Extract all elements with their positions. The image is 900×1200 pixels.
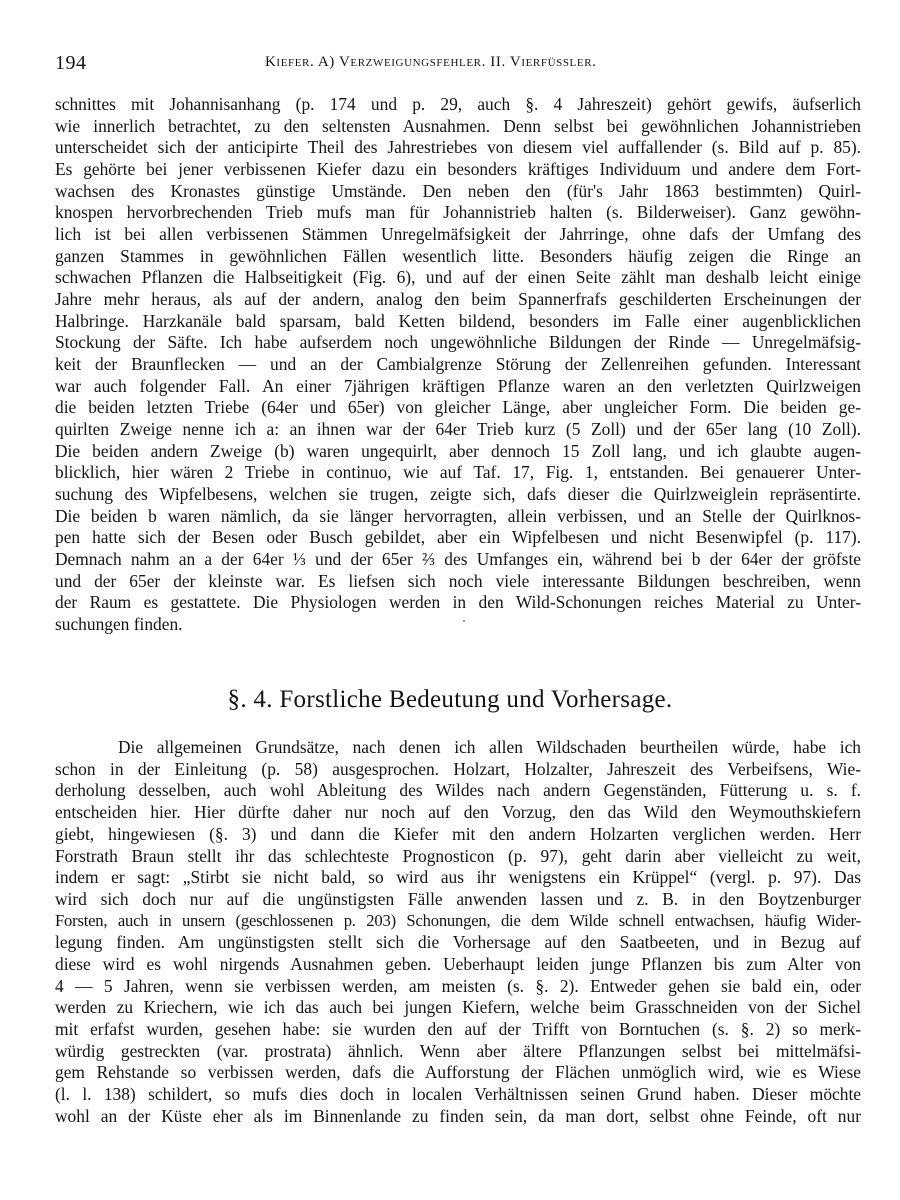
- text-line: suchungen finden.: [55, 614, 183, 634]
- text-line: schnittes mit Johannisanhang (p. 174 und p. 29, auch §. 4 Jahreszeit) gehört gewifs, äufserlich: [55, 94, 861, 114]
- text-line: mit erfafst wurden, gesehen habe: sie wurden den auf der Trifft von Borntuchen (s. §. 2) so merk-: [55, 1019, 861, 1039]
- text-line: keit der Braunflecken — und an der Cambialgrenze Störung der Zellenreihen gefunden. Interessant: [55, 354, 861, 374]
- text-line: war auch folgender Fall. An einer 7jährigen kräftigen Pflanze waren an den verletzten Quirlzweigen: [55, 376, 861, 396]
- text-line: entscheiden hier. Hier dürfte daher nur noch auf den Vorzug, den das Wild den Weymouthskiefern: [55, 802, 861, 822]
- text-line: ganzen Stammes in gewöhnlichen Fällen wesentlich litte. Besonders häufig zeigen die Ringe an: [55, 246, 861, 266]
- text-line: Jahre mehr heraus, als auf der andern, analog den beim Spannerfrafs geschilderten Erscheinungen der: [55, 289, 861, 309]
- page-header: [55, 52, 860, 76]
- text-line: unterscheidet sich der anticipirte Theil des Jahrestriebes von diesem viel auffallender (s. Bild auf p. 85).: [55, 137, 861, 157]
- text-line: wie innerlich betrachtet, zu den seltensten Ausnahmen. Denn selbst bei gewöhnlichen Johannistrieben: [55, 116, 861, 136]
- text-line: Die beiden b waren nämlich, da sie länger hervorragten, allein verbissen, und an Stelle der Quirlknos-: [55, 506, 861, 526]
- text-line: knospen hervorbrechenden Trieb mufs man für Johannistrieb halten (s. Bilderweiser). Ganz gewöhn-: [55, 202, 861, 222]
- text-line: schon in der Einleitung (p. 58) ausgesprochen. Holzart, Holzalter, Jahreszeit des Verbeifsens, Wie-: [55, 759, 861, 779]
- text-line: Die allgemeinen Grundsätze, nach denen ich allen Wildschaden beurtheilen würde, habe ich: [118, 737, 861, 757]
- text-line: schwachen Pflanzen die Halbseitigkeit (Fig. 6), und auf der einen Seite zählt man deshalb leicht einige: [55, 267, 861, 287]
- text-line: giebt, hingewiesen (§. 3) und dann die Kiefer mit den andern Holzarten verglichen werden. Herr: [55, 824, 861, 844]
- text-line: würdig gestreckten (var. prostrata) ähnlich. Wenn aber ältere Pflanzungen selbst bei mittelmäfsi-: [55, 1041, 861, 1061]
- text-line: Es gehörte bei jener verbissenen Kiefer dazu ein besonders kräftiges Individuum und andere dem Fort-: [55, 159, 861, 179]
- text-line: suchung des Wipfelbesens, welchen sie trugen, zeigte sich, dafs dieser die Quirlzweiglein repräsentirte.: [55, 484, 861, 504]
- text-line: und der 65er der kleinste war. Es liefsen sich noch viele interessante Bildungen beschreiben, wenn: [55, 571, 861, 591]
- text-line: (l. l. 138) schildert, so mufs dies doch in localen Verhältnissen seinen Grund haben. Dieser möchte: [55, 1084, 861, 1104]
- text-line: Forsten, auch in unsern (geschlossenen p. 203) Schonungen, die dem Wilde schnell entwachsen, häufig Wider-: [55, 911, 861, 930]
- text-line: legung finden. Am ungünstigsten stellt sich die Vorhersage auf den Saatbeeten, und in Bezug auf: [55, 932, 861, 952]
- text-line: wird sich doch nur auf die ungünstigsten Fälle anwenden lassen und z. B. in den Boytzenburger: [55, 889, 861, 909]
- running-head: Kiefer. A) Verzweigungsfehler. II. Vierfüssler.: [265, 54, 597, 70]
- text-line: Forstrath Braun stellt ihr das schlechteste Prognosticon (p. 97), geht darin aber vielleicht zu weit,: [55, 846, 861, 866]
- ink-speck: [463, 620, 465, 622]
- text-line: lich ist bei allen verbissenen Stämmen Unregelmäfsigkeit der Jahrringe, ohne dafs der Umfang des: [55, 224, 861, 244]
- text-line: pen hatte sich der Besen oder Busch gebildet, aber ein Wipfelbesen und nicht Besenwipfel (p. 117).: [55, 527, 861, 547]
- page-number: 194: [55, 52, 87, 74]
- text-line: Demnach nahm an a der 64er ⅓ und der 65er ⅔ des Umfanges ein, während bei b der 64er der gröfste: [55, 549, 861, 569]
- text-line: gem Rehstande so verbissen werden, dafs die Aufforstung der Flächen unmöglich wird, wie es Wiese: [55, 1062, 861, 1082]
- text-line: 4 — 5 Jahren, wenn sie verbissen werden, am meisten (s. §. 2). Entweder gehen sie bald ein, oder: [55, 976, 861, 996]
- section-heading: §. 4. Forstliche Bedeutung und Vorhersage.: [227, 686, 673, 713]
- text-line: indem er sagt: „Stirbt sie nicht bald, so wird aus ihr wenigstens ein Krüppel“ (vergl. p. 97). Das: [55, 867, 861, 887]
- text-line: quirlten Zweige nenne ich a: an ihnen war der 64er Trieb kurz (5 Zoll) und der 65er lang (10 Zoll).: [55, 419, 861, 439]
- text-line: Stockung der Säfte. Ich habe aufserdem noch ungewöhnliche Bildungen der Rinde — Unregelmäfsig-: [55, 332, 861, 352]
- text-line: Die beiden andern Zweige (b) waren ungequirlt, aber dennoch 15 Zoll lang, und ich glaubte augen-: [55, 441, 861, 461]
- text-line: blicklich, hier wären 2 Triebe in continuo, wie auf Taf. 17, Fig. 1, entstanden. Bei genauerer Unter-: [55, 462, 861, 482]
- text-line: wohl an der Küste eher als im Binnenlande zu finden sein, da man dort, selbst ohne Feinde, oft nur: [55, 1106, 861, 1126]
- text-line: die beiden letzten Triebe (64er und 65er) von gleicher Länge, aber ungleicher Form. Die beiden ge-: [55, 397, 861, 417]
- text-line: der Raum es gestattete. Die Physiologen werden in den Wild-Schonungen reiches Material zu Unter-: [55, 592, 861, 612]
- text-line: derholung desselben, auch wohl Ableitung des Wildes nach andern Gegenständen, Fütterung u. s. f.: [55, 780, 861, 800]
- text-line: Halbringe. Harzkanäle bald sparsam, bald Ketten bildend, besonders im Falle einer augenblicklichen: [55, 311, 861, 331]
- text-line: wachsen des Kronastes günstige Umstände. Den neben den (für's Jahr 1863 bestimmten) Quirl-: [55, 181, 861, 201]
- text-line: werden zu Kriechern, wie ich das auch bei jungen Kiefern, welche beim Grasschneiden von der Sichel: [55, 997, 861, 1017]
- text-line: diese wird es wohl nirgends Ausnahmen geben. Ueberhaupt leiden junge Pflanzen bis zum Alter von: [55, 954, 861, 974]
